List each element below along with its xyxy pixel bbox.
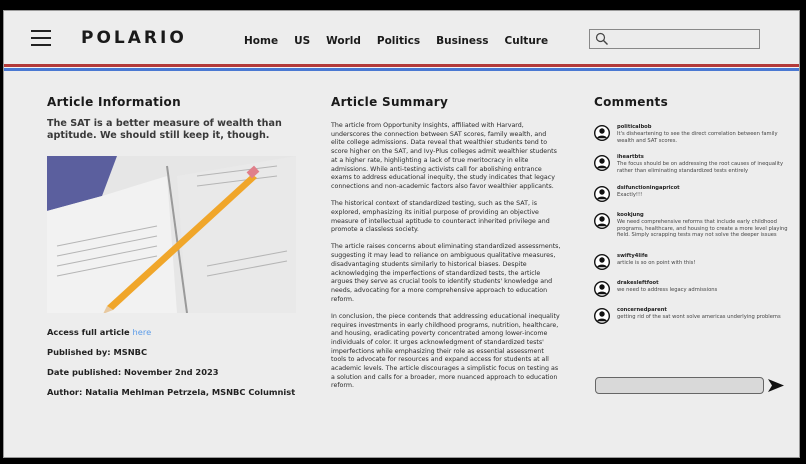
nav-politics[interactable]: Politics (376, 35, 421, 47)
user-avatar-icon (594, 125, 610, 141)
hamburger-menu-icon[interactable] (31, 30, 51, 46)
comment-username[interactable]: politicalbob (617, 124, 652, 130)
user-avatar-icon (594, 186, 610, 202)
comments-column (594, 95, 794, 334)
comment-username[interactable]: kookjung (617, 211, 644, 218)
comments-heading: Comments (594, 95, 669, 109)
article-headline: The SAT is a better measure of wealth than aptitude. We should still keep it, though. (47, 118, 282, 141)
summary-paragraph: The historical context of standardized testing, such as the SAT, is explored, emphasizing its initial purpose of providing an objective measure of intellectual aptitude to counteract inherited privilege and promote a classless society. (331, 200, 550, 234)
article-image (47, 156, 296, 313)
comment-item (594, 154, 794, 174)
comment-input[interactable] (595, 377, 764, 394)
article-link[interactable]: here (132, 327, 152, 337)
comment-username[interactable]: dsifunctioningapricot (617, 184, 680, 191)
nav-world[interactable]: World (326, 35, 361, 47)
summary-heading: Article Summary (331, 95, 449, 109)
comment-text: we need to address legacy admissions (617, 286, 718, 293)
article-info-column (47, 95, 302, 407)
stripe-blue (4, 68, 799, 71)
page (3, 10, 800, 458)
comment-item (594, 253, 794, 270)
comment-text: getting rid of the sat wont solve americas underlying problems (617, 313, 781, 320)
header (4, 11, 799, 63)
nav-culture[interactable]: Culture (504, 35, 549, 47)
access-full-article: Access full article here (47, 327, 152, 337)
comment-text: We need comprehensive reforms that include early childhood programs, healthcare, and housing to create a more level playing field. Simply scrapping tests may not solve the deeper issues (617, 218, 788, 239)
nav-business[interactable]: Business (436, 35, 489, 47)
comments-list (594, 124, 794, 324)
comment-item (594, 185, 794, 202)
date-published: Date published: November 2nd 2023 (47, 367, 219, 377)
author: Author: Natalia Mehlman Petrzela, MSNBC Columnist (47, 387, 296, 397)
summary-column (331, 95, 561, 400)
article-meta (47, 327, 302, 397)
user-avatar-icon (594, 213, 610, 229)
comment-item (594, 307, 794, 324)
main-nav (244, 35, 564, 47)
summary-paragraph: In conclusion, the piece contends that addressing educational inequality requires investments in early childhood programs, nutrition, healthcare, and housing, eradicating poverty concentrated among lower-income individuals of color. It urges acknowledgment of standardized tests' imperfections while emphasizing their role as essential assessment tools to advocate for resources and expand access for students at all academic levels. The article discourages a simplistic focus on testing as a solution and calls for a broader, more nuanced approach to education reform. (331, 312, 560, 390)
user-avatar-icon (594, 308, 610, 324)
test-book-pencil-image (47, 156, 296, 313)
comment-text: Exactly!!! (617, 191, 643, 198)
comment-username[interactable]: drakesleftfoot (617, 279, 659, 286)
user-avatar-icon (594, 155, 610, 171)
nav-us[interactable]: US (294, 35, 311, 47)
user-avatar-icon (594, 254, 610, 270)
summary-paragraph: The article raises concerns about eliminating standardized assessments, suggesting it may lead to reliance on ambiguous qualitative measures, disadvantaging students similarly to historical biases. Despite acknowledging the imperfections of standardized tests, the article argues they serve as crucial tools to identify students' knowledge and needs, advocating for a more comprehensive approach to education reform. (331, 243, 561, 303)
search-input[interactable] (589, 29, 760, 49)
user-avatar-icon (594, 281, 610, 297)
summary-body (331, 122, 561, 391)
comment-username[interactable]: iheartbts (617, 154, 644, 161)
search-icon (595, 32, 609, 46)
comment-item (594, 212, 794, 239)
comment-text: The focus should be on addressing the root causes of inequality rather than eliminating standardized tests entirely (617, 161, 784, 175)
comment-item (594, 124, 794, 144)
comment-text: It's disheartening to see the direct correlation between family wealth and SAT scores. (617, 131, 778, 144)
published-by: Published by: MSNBC (47, 347, 148, 357)
comment-username[interactable]: swifty4life (617, 252, 648, 259)
comment-username[interactable]: concernedparent (617, 306, 667, 313)
send-icon[interactable] (768, 379, 784, 392)
article-info-heading: Article Information (47, 95, 181, 109)
nav-home[interactable]: Home (244, 35, 279, 47)
summary-paragraph: The article from Opportunity Insights, affiliated with Harvard, underscores the connection between SAT scores, family wealth, and elite college admissions. Data reveal that wealthier students tend to score higher on the SAT, and Ivy-Plus colleges admit wealthier students at a higher rate, highlighting a lack of true meritocracy in elite admissions. While anti-testing activists call for abolishing entrance exams to address educational inequity, the study indicates that legacy connections and non-academic factors also favor wealthier applicants. (331, 122, 557, 190)
comment-text: article is so on point with this! (617, 259, 696, 266)
comment-item (594, 280, 794, 297)
site-logo[interactable]: POLARIO (81, 28, 187, 48)
